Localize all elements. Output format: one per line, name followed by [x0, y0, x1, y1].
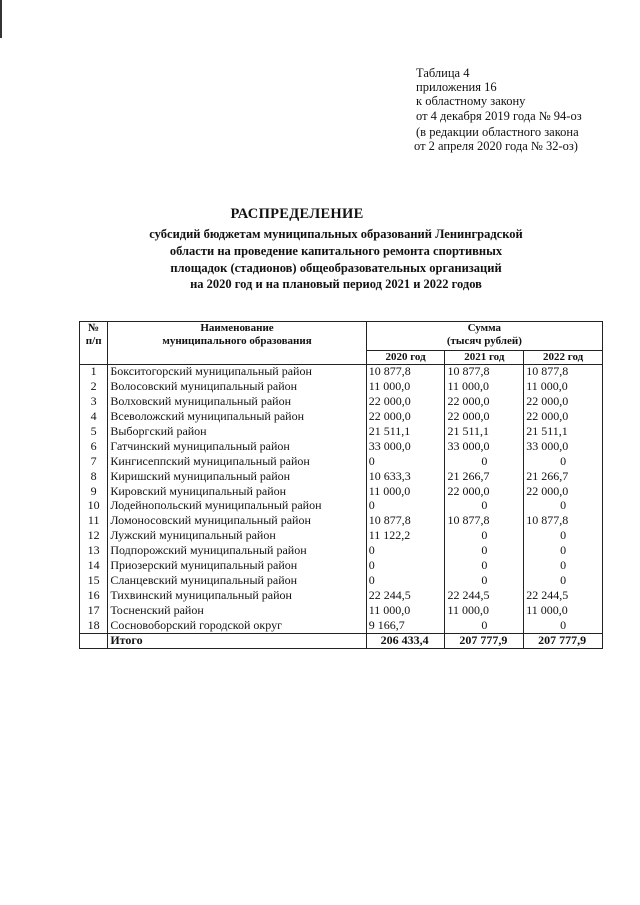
row-municipality: Лужский муниципальный район: [108, 528, 366, 543]
row-number: 8: [80, 469, 108, 484]
row-municipality: Кировский муниципальный район: [108, 484, 366, 499]
row-value-2021: 11 000,0: [445, 379, 524, 394]
row-value-2020: 22 000,0: [366, 394, 445, 409]
row-number: 14: [80, 558, 108, 573]
row-value-2020: 11 000,0: [366, 379, 445, 394]
row-municipality: Выборгский район: [108, 424, 366, 439]
row-value-2022: 0: [524, 618, 603, 633]
table-row: [80, 454, 603, 469]
row-value-2022: 0: [524, 543, 603, 558]
row-value-2020: 33 000,0: [366, 439, 445, 454]
row-value-2021: 22 000,0: [445, 394, 524, 409]
row-value-2020: 21 511,1: [366, 424, 445, 439]
total-label: Итого: [108, 633, 366, 649]
row-value-2022: 10 877,8: [524, 513, 603, 528]
title-main: РАСПРЕДЕЛЕНИЕ: [230, 206, 364, 222]
header-name-line1: Наименование: [200, 322, 274, 334]
row-value-2020: 9 166,7: [366, 618, 445, 633]
scan-edge-mark: [0, 0, 2, 38]
header-year-2020: 2020 год: [366, 351, 445, 365]
row-value-2020: 11 000,0: [366, 603, 445, 618]
header-year-2022: 2022 год: [524, 351, 603, 365]
row-municipality: Бокситогорский муниципальный район: [108, 364, 366, 379]
header-num: [80, 322, 108, 365]
table-row: [80, 379, 603, 394]
table-row: [80, 543, 603, 558]
subsidy-table: [79, 321, 603, 649]
row-number: 13: [80, 543, 108, 558]
total-value-2021: 207 777,9: [445, 633, 524, 649]
row-number: 6: [80, 439, 108, 454]
row-value-2021: 0: [445, 558, 524, 573]
table-row: [80, 499, 603, 514]
reference-block: [416, 66, 582, 153]
row-value-2020: 10 633,3: [366, 469, 445, 484]
table-row: [80, 424, 603, 439]
row-value-2022: 33 000,0: [524, 439, 603, 454]
subtitle-line-2: области на проведение капитального ремонта спортивных: [169, 243, 503, 258]
row-value-2020: 11 000,0: [366, 484, 445, 499]
row-municipality: Всеволожский муниципальный район: [108, 409, 366, 424]
table-row: [80, 558, 603, 573]
row-value-2022: 10 877,8: [524, 364, 603, 379]
reference-line-table: Таблица 4: [416, 66, 470, 80]
row-value-2020: 22 244,5: [366, 588, 445, 603]
header-sum-line2: (тысяч рублей): [446, 334, 522, 347]
row-number: 12: [80, 528, 108, 543]
table-row: [80, 394, 603, 409]
reference-line-law-date: от 4 декабря 2019 года № 94-оз: [416, 108, 582, 123]
header-num-line2: п/п: [85, 334, 102, 347]
table-row: [80, 588, 603, 603]
row-value-2020: 0: [366, 543, 445, 558]
row-value-2022: 0: [524, 454, 603, 469]
row-value-2021: 21 266,7: [445, 469, 524, 484]
subtitle-line-1: субсидий бюджетам муниципальных образований Ленинградской: [149, 227, 523, 241]
row-municipality: Тихвинский муниципальный район: [108, 588, 366, 603]
row-value-2021: 0: [445, 618, 524, 633]
table-row: [80, 469, 603, 484]
header-sum: [366, 322, 602, 351]
table-body: [80, 364, 603, 649]
subtitle-line-3: площадок (стадионов) общеобразовательных организаций: [170, 260, 502, 275]
row-value-2020: 0: [366, 499, 445, 514]
row-value-2021: 33 000,0: [445, 439, 524, 454]
row-value-2021: 10 877,8: [445, 513, 524, 528]
row-municipality: Подпорожский муниципальный район: [108, 543, 366, 558]
row-municipality: Гатчинский муниципальный район: [108, 439, 366, 454]
row-municipality: Ломоносовский муниципальный район: [108, 513, 366, 528]
row-value-2021: 11 000,0: [445, 603, 524, 618]
row-value-2021: 22 000,0: [445, 484, 524, 499]
row-value-2022: 21 266,7: [524, 469, 603, 484]
row-number: 5: [80, 424, 108, 439]
row-number: 18: [80, 618, 108, 633]
row-number: 4: [80, 409, 108, 424]
reference-line-edition: (в редакции областного закона: [416, 124, 579, 139]
table-header: [80, 322, 603, 365]
row-municipality: Киришский муниципальный район: [108, 469, 366, 484]
row-value-2021: 0: [445, 543, 524, 558]
row-value-2020: 0: [366, 573, 445, 588]
row-value-2020: 0: [366, 454, 445, 469]
row-value-2020: 0: [366, 558, 445, 573]
row-value-2021: 22 244,5: [445, 588, 524, 603]
row-value-2022: 0: [524, 573, 603, 588]
subtitle-line-4: на 2020 год и на плановый период 2021 и 2022 годов: [190, 277, 482, 292]
row-value-2022: 11 000,0: [524, 379, 603, 394]
header-sum-line1: Сумма: [467, 322, 502, 334]
row-municipality: Кингисеппский муниципальный район: [108, 454, 366, 469]
row-value-2021: 0: [445, 499, 524, 514]
row-value-2021: 0: [445, 573, 524, 588]
total-value-2022: 207 777,9: [524, 633, 603, 649]
row-value-2021: 22 000,0: [445, 409, 524, 424]
row-value-2020: 11 122,2: [366, 528, 445, 543]
document-title: [0, 206, 640, 293]
row-municipality: Волосовский муниципальный район: [108, 379, 366, 394]
table-row: [80, 573, 603, 588]
header-year-2021: 2021 год: [445, 351, 524, 365]
row-number: 16: [80, 588, 108, 603]
row-value-2021: 0: [445, 454, 524, 469]
row-value-2021: 10 877,8: [445, 364, 524, 379]
row-value-2022: 22 000,0: [524, 484, 603, 499]
table-total-row: [80, 633, 603, 649]
header-name-line2: муниципального образования: [162, 334, 312, 347]
row-value-2020: 22 000,0: [366, 409, 445, 424]
total-number: [80, 633, 108, 649]
row-number: 3: [80, 394, 108, 409]
row-value-2022: 21 511,1: [524, 424, 603, 439]
title-subtitle: [32, 226, 640, 293]
row-municipality: Приозерский муниципальный район: [108, 558, 366, 573]
table-row: [80, 618, 603, 633]
row-number: 17: [80, 603, 108, 618]
table-row: [80, 364, 603, 379]
row-value-2022: 0: [524, 528, 603, 543]
reference-line-law: к областному закону: [416, 94, 526, 109]
header-num-line1: №: [88, 322, 100, 334]
row-value-2020: 10 877,8: [366, 513, 445, 528]
table-row: [80, 484, 603, 499]
row-number: 1: [80, 364, 108, 379]
table-row: [80, 528, 603, 543]
row-number: 15: [80, 573, 108, 588]
row-municipality: Лодейнопольский муниципальный район: [108, 499, 366, 514]
table-row: [80, 409, 603, 424]
row-municipality: Сосновоборский городской округ: [108, 618, 366, 633]
table-row: [80, 439, 603, 454]
row-value-2022: 0: [524, 499, 603, 514]
row-municipality: Волховский муниципальный район: [108, 394, 366, 409]
reference-line-appendix: приложения 16: [416, 80, 497, 95]
row-value-2022: 22 000,0: [524, 409, 603, 424]
row-number: 11: [80, 513, 108, 528]
row-municipality: Сланцевский муниципальный район: [108, 573, 366, 588]
table-row: [80, 603, 603, 618]
table-row: [80, 513, 603, 528]
row-number: 2: [80, 379, 108, 394]
row-value-2021: 0: [445, 528, 524, 543]
total-value-2020: 206 433,4: [366, 633, 445, 649]
row-number: 10: [80, 499, 108, 514]
row-value-2020: 10 877,8: [366, 364, 445, 379]
row-value-2022: 0: [524, 558, 603, 573]
row-value-2022: 11 000,0: [524, 603, 603, 618]
reference-line-edition-date: от 2 апреля 2020 года № 32-оз): [414, 139, 578, 154]
row-value-2022: 22 000,0: [524, 394, 603, 409]
row-number: 9: [80, 484, 108, 499]
row-value-2022: 22 244,5: [524, 588, 603, 603]
row-municipality: Тосненский район: [108, 603, 366, 618]
row-number: 7: [80, 454, 108, 469]
header-name: [108, 322, 366, 365]
row-value-2021: 21 511,1: [445, 424, 524, 439]
